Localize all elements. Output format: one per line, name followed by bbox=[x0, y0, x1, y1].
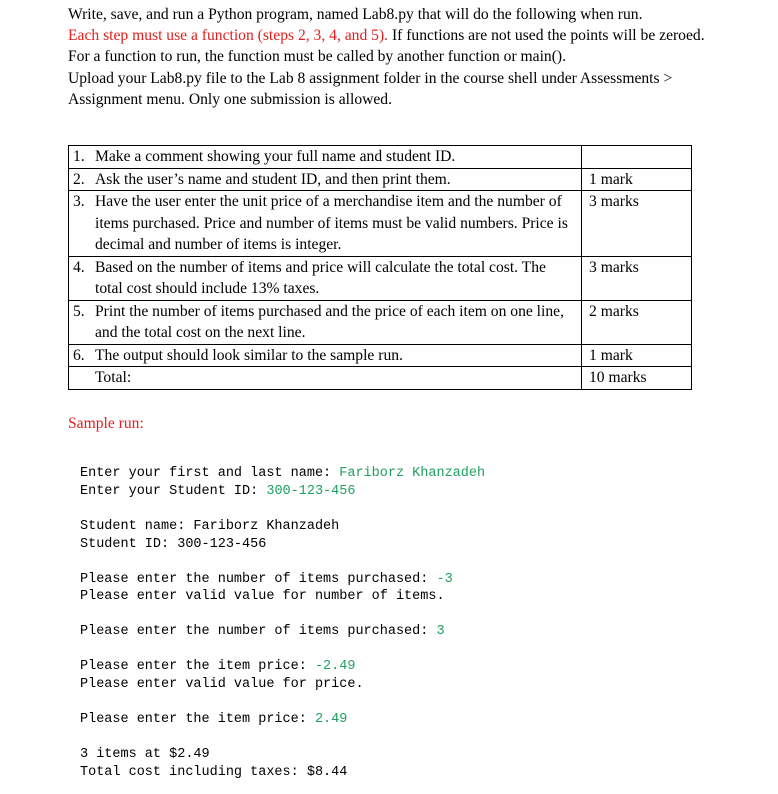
step-marks: 2 marks bbox=[582, 300, 692, 344]
console-prompt: Please enter the item price: bbox=[80, 712, 315, 728]
step-marks bbox=[582, 146, 692, 169]
instructions bbox=[68, 4, 708, 110]
step-number: 6. bbox=[69, 344, 94, 367]
console-prompt: Please enter the item price: bbox=[80, 659, 315, 675]
step-marks: 1 mark bbox=[582, 168, 692, 191]
instruction-line bbox=[68, 25, 708, 67]
step-description: Ask the user’s name and student ID, and then print them. bbox=[93, 168, 582, 191]
step-description: Print the number of items purchased and the price of each item on one line, and the total cost on the next line. bbox=[93, 300, 582, 344]
console-line bbox=[80, 711, 485, 729]
console-line bbox=[80, 623, 485, 641]
console-line bbox=[80, 465, 485, 483]
rubric-row bbox=[69, 256, 692, 300]
total-marks: 10 marks bbox=[582, 367, 692, 390]
step-number: 4. bbox=[69, 256, 94, 300]
function-requirement: Each step must use a function (steps 2, 3, 4, and 5). bbox=[68, 27, 389, 45]
rubric-row bbox=[69, 168, 692, 191]
step-marks: 1 mark bbox=[582, 344, 692, 367]
sample-run-label: Sample run: bbox=[68, 415, 144, 432]
instruction-line bbox=[68, 4, 708, 25]
console-gap bbox=[80, 501, 485, 518]
console-gap bbox=[80, 641, 485, 658]
console-error-message: Please enter valid value for number of items. bbox=[80, 589, 445, 605]
console-line bbox=[80, 483, 485, 501]
console-prompt: Please enter the number of items purchased: bbox=[80, 571, 437, 587]
total-number-cell bbox=[69, 367, 94, 390]
console-prompt: Enter your Student ID: bbox=[80, 483, 267, 499]
step-number: 1. bbox=[69, 146, 94, 169]
console-output: 3 items at $2.49 bbox=[80, 747, 210, 763]
step-number: 5. bbox=[69, 300, 94, 344]
instruction-line bbox=[68, 68, 708, 110]
step-number: 2. bbox=[69, 168, 94, 191]
instruction-text: Write, save, and run a Python program, named Lab8.py that will do the following when run. bbox=[68, 6, 643, 23]
marking-rubric-table bbox=[68, 145, 692, 390]
console-user-input: 2.49 bbox=[314, 712, 348, 728]
console-prompt: Please enter the number of items purchased: bbox=[80, 624, 437, 640]
console-output: Student name: Fariborz Khanzadeh bbox=[80, 518, 340, 534]
total-label: Total: bbox=[93, 367, 582, 390]
rubric-row bbox=[69, 191, 692, 257]
step-number: 3. bbox=[69, 191, 94, 257]
console-gap bbox=[80, 729, 485, 746]
console-output: Total cost including taxes: $8.44 bbox=[80, 764, 348, 780]
console-gap bbox=[80, 553, 485, 570]
rubric-row bbox=[69, 344, 692, 367]
console-gap bbox=[80, 694, 485, 711]
console-gap bbox=[80, 606, 485, 623]
console-prompt: Enter your first and last name: bbox=[80, 466, 340, 481]
console-user-input: -3 bbox=[436, 571, 453, 587]
instruction-text: If functions are not used the points will be zeroed. For a function to run, the function must be called by another function or main(). bbox=[68, 27, 705, 66]
console-user-input: 3 bbox=[436, 624, 445, 640]
step-marks: 3 marks bbox=[582, 256, 692, 300]
console-output: Student ID: 300-123-456 bbox=[80, 536, 267, 552]
console-user-input: Fariborz Khanzadeh bbox=[339, 466, 486, 481]
upload-instruction: Upload your Lab8.py file to the Lab 8 assignment folder in the course shell under Assessments > Assignment menu. Only one submission is allowed. bbox=[68, 69, 673, 108]
rubric-row bbox=[69, 146, 692, 169]
sample-run-console bbox=[80, 465, 485, 782]
console-user-input: 300-123-456 bbox=[266, 483, 356, 499]
rubric-row bbox=[69, 300, 692, 344]
step-description: The output should look similar to the sample run. bbox=[93, 344, 582, 367]
rubric-total-row bbox=[69, 367, 692, 390]
console-user-input: -2.49 bbox=[314, 659, 356, 675]
console-error-message: Please enter valid value for price. bbox=[80, 677, 364, 693]
step-description: Based on the number of items and price will calculate the total cost. The total cost should include 13% taxes. bbox=[93, 256, 582, 300]
step-description: Make a comment showing your full name and student ID. bbox=[93, 146, 582, 169]
step-marks: 3 marks bbox=[582, 191, 692, 257]
console-line bbox=[80, 658, 485, 676]
console-line bbox=[80, 571, 485, 589]
step-description: Have the user enter the unit price of a merchandise item and the number of items purchased. Price and number of items must be valid numbers. Price is decimal and number of items is integer. bbox=[93, 191, 582, 257]
